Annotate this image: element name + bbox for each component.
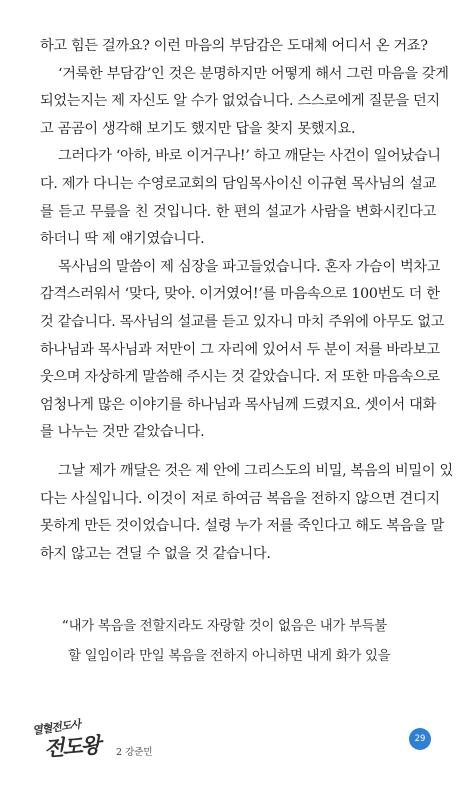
body-line: 엄청나게 많은 이야기를 하나님과 목사님께 드렸지요. 셋이서 대화	[40, 396, 436, 413]
logo-author-text: 2 강준민	[116, 747, 153, 758]
body-line: 하고 힘든 걸까요? 이런 마음의 부담감은 도대체 어디서 온 거죠?	[40, 38, 428, 54]
body-line: 다. 제가 다니는 수영로교회의 담임목사이신 이규현 목사님의 설교	[40, 175, 436, 192]
paragraph-gap	[40, 447, 436, 458]
body-line: 를 나누는 것만 같았습니다.	[40, 424, 205, 441]
body-line: 하나님과 목사님과 저만이 그 자리에 있어서 두 분이 저를 바라보고	[40, 341, 440, 358]
body-line: 고 곰곰이 생각해 보기도 했지만 답을 찾지 못했지요.	[40, 120, 356, 137]
body-line: 하지 않고는 견딜 수 없을 것 같습니다.	[40, 545, 271, 562]
body-line: 목사님의 말씀이 제 심장을 파고들었습니다. 혼자 가슴이 벅차고	[58, 258, 441, 275]
body-line: 그날 제가 깨달은 것은 제 안에 그리스도의 비밀, 복음의 비밀이 있	[58, 462, 453, 479]
quote-line: 할 일임이라 만일 복음을 전하지 아니하면 내게 화가 있을	[68, 649, 391, 664]
quote-line: “내가 복음을 전할지라도 자랑할 것이 없음은 내가 부득불	[62, 619, 387, 634]
scripture-quote	[62, 612, 416, 672]
body-line: 되었는지는 제 자신도 알 수가 없었습니다. 스스로에게 질문을 던지	[40, 93, 440, 110]
body-line: 것 같습니다. 목사님의 설교를 듣고 있자니 마치 주위에 아무도 없고	[40, 313, 445, 330]
page-number-badge: 29	[409, 728, 431, 750]
body-line: 하더니 딱 제 얘기였습니다.	[40, 231, 205, 248]
logo-title-text: 전도왕	[43, 732, 100, 761]
body-line: 감격스러워서 ‘맞다, 맞아. 이거였어!’를 마음속으로 100번도 더 한	[40, 286, 440, 303]
body-line: 못하게 만든 것이었습니다. 설령 누가 저를 죽인다고 해도 복음을 말	[40, 518, 445, 535]
body-line: 그러다가 ‘아하, 바로 이거구나!’ 하고 깨닫는 사건이 일어났습니	[58, 148, 441, 165]
body-text	[40, 33, 453, 568]
body-line: 를 듣고 무릎을 친 것입니다. 한 편의 설교가 사람을 변화시킨다고	[40, 203, 436, 220]
book-logo	[30, 717, 180, 764]
body-line: ‘거룩한 부담감’인 것은 분명하지만 어떻게 해서 그런 마음을 갖게	[58, 65, 449, 82]
body-line: 다는 사실입니다. 이것이 저로 하여금 복음을 전하지 않으면 견디지	[40, 490, 440, 507]
logo-top-text: 열혈전도사	[31, 717, 81, 738]
body-line: 웃으며 자상하게 말씀해 주시는 것 같았습니다. 저 또한 마음속으로	[40, 369, 440, 386]
